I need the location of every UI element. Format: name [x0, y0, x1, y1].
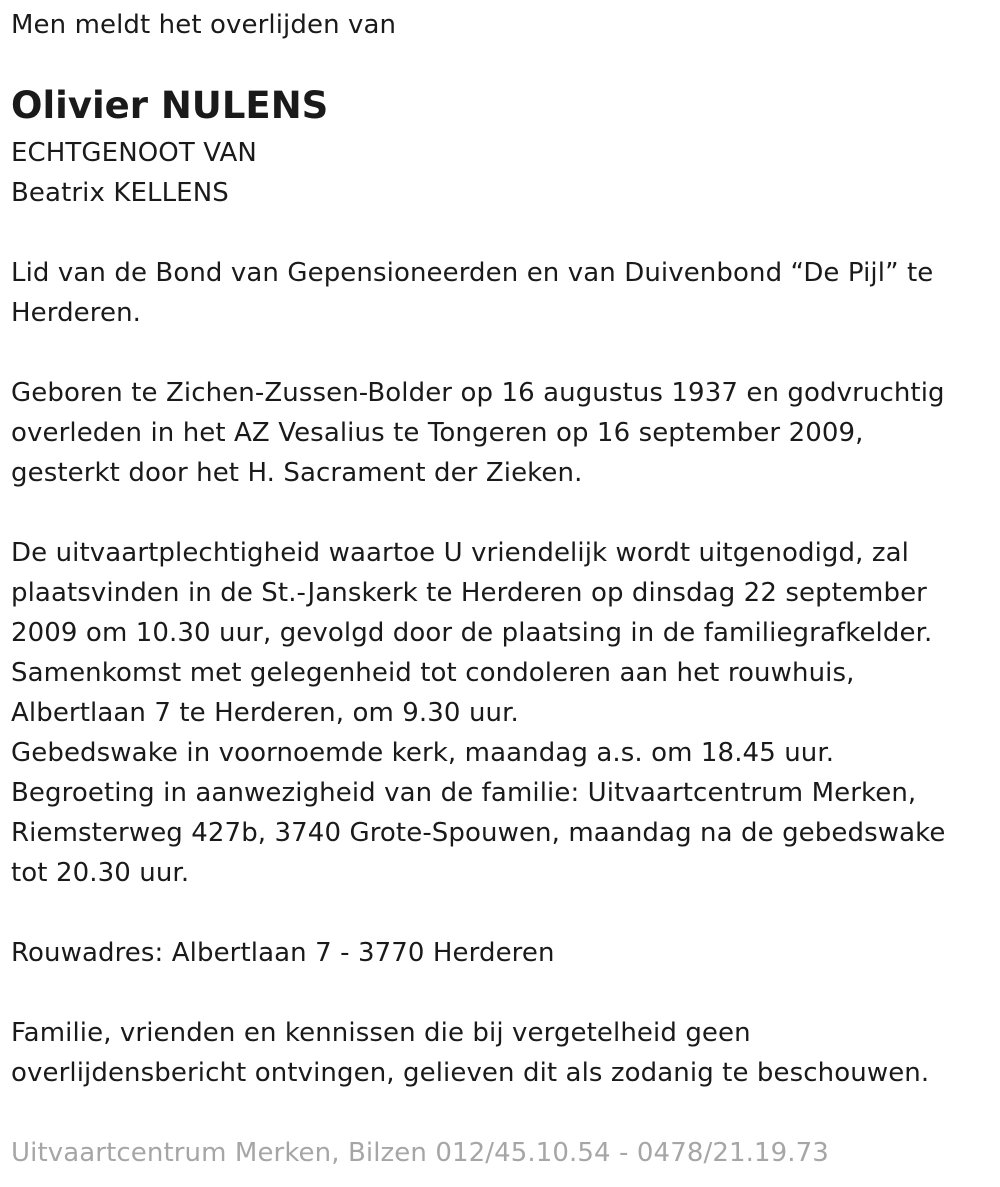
birth-death-line: Geboren te Zichen-Zussen-Bolder op 16 augustus 1937 en godvruchtig	[11, 378, 945, 408]
membership-line: Herderen.	[11, 298, 142, 328]
birth-death-paragraph	[11, 373, 945, 493]
funeral-line: Begroeting in aanwezigheid van de familie: Uitvaartcentrum Merken,	[11, 778, 917, 808]
membership-line: Lid van de Bond van Gepensioneerden en van Duivenbond “De Pijl” te	[11, 258, 934, 288]
funeral-line: Samenkomst met gelegenheid tot condoleren aan het rouwhuis,	[11, 658, 855, 688]
funeral-line: plaatsvinden in de St.-Janskerk te Herderen op dinsdag 22 september	[11, 578, 927, 608]
funeral-line: Gebedswake in voornoemde kerk, maandag a.s. om 18.45 uur.	[11, 738, 835, 768]
funeral-line: 2009 om 10.30 uur, gevolgd door de plaatsing in de familiegrafkelder.	[11, 618, 933, 648]
spouse-section	[11, 133, 257, 213]
birth-death-line: overleden in het AZ Vesalius te Tongeren op 16 september 2009,	[11, 418, 864, 448]
closing-line: overlijdensbericht ontvingen, gelieven dit als zodanig te beschouwen.	[11, 1058, 930, 1088]
funeral-line: Riemsterweg 427b, 3740 Grote-Spouwen, maandag na de gebedswake	[11, 818, 946, 848]
funeral-line: tot 20.30 uur.	[11, 858, 190, 888]
funeral-line: De uitvaartplechtigheid waartoe U vriendelijk wordt uitgenodigd, zal	[11, 538, 909, 568]
mourning-address	[11, 933, 555, 973]
intro-text: Men meldt het overlijden van	[11, 10, 397, 40]
membership-paragraph	[11, 253, 933, 333]
birth-death-line: gesterkt door het H. Sacrament der Zieken.	[11, 458, 583, 488]
spouse-name: Beatrix KELLENS	[11, 178, 229, 208]
funeral-paragraph	[11, 533, 945, 893]
mourning-address-line: Rouwadres: Albertlaan 7 - 3770 Herderen	[11, 938, 555, 968]
closing-line: Familie, vrienden en kennissen die bij vergetelheid geen	[11, 1018, 751, 1048]
funeral-line: Albertlaan 7 te Herderen, om 9.30 uur.	[11, 698, 519, 728]
closing-paragraph	[11, 1013, 929, 1093]
deceased-name: Olivier NULENS	[11, 84, 329, 127]
spouse-label: ECHTGENOOT VAN	[11, 138, 257, 168]
funeral-home-footer	[11, 1133, 829, 1173]
funeral-home-contact: Uitvaartcentrum Merken, Bilzen 012/45.10.54 - 0478/21.19.73	[11, 1138, 829, 1168]
